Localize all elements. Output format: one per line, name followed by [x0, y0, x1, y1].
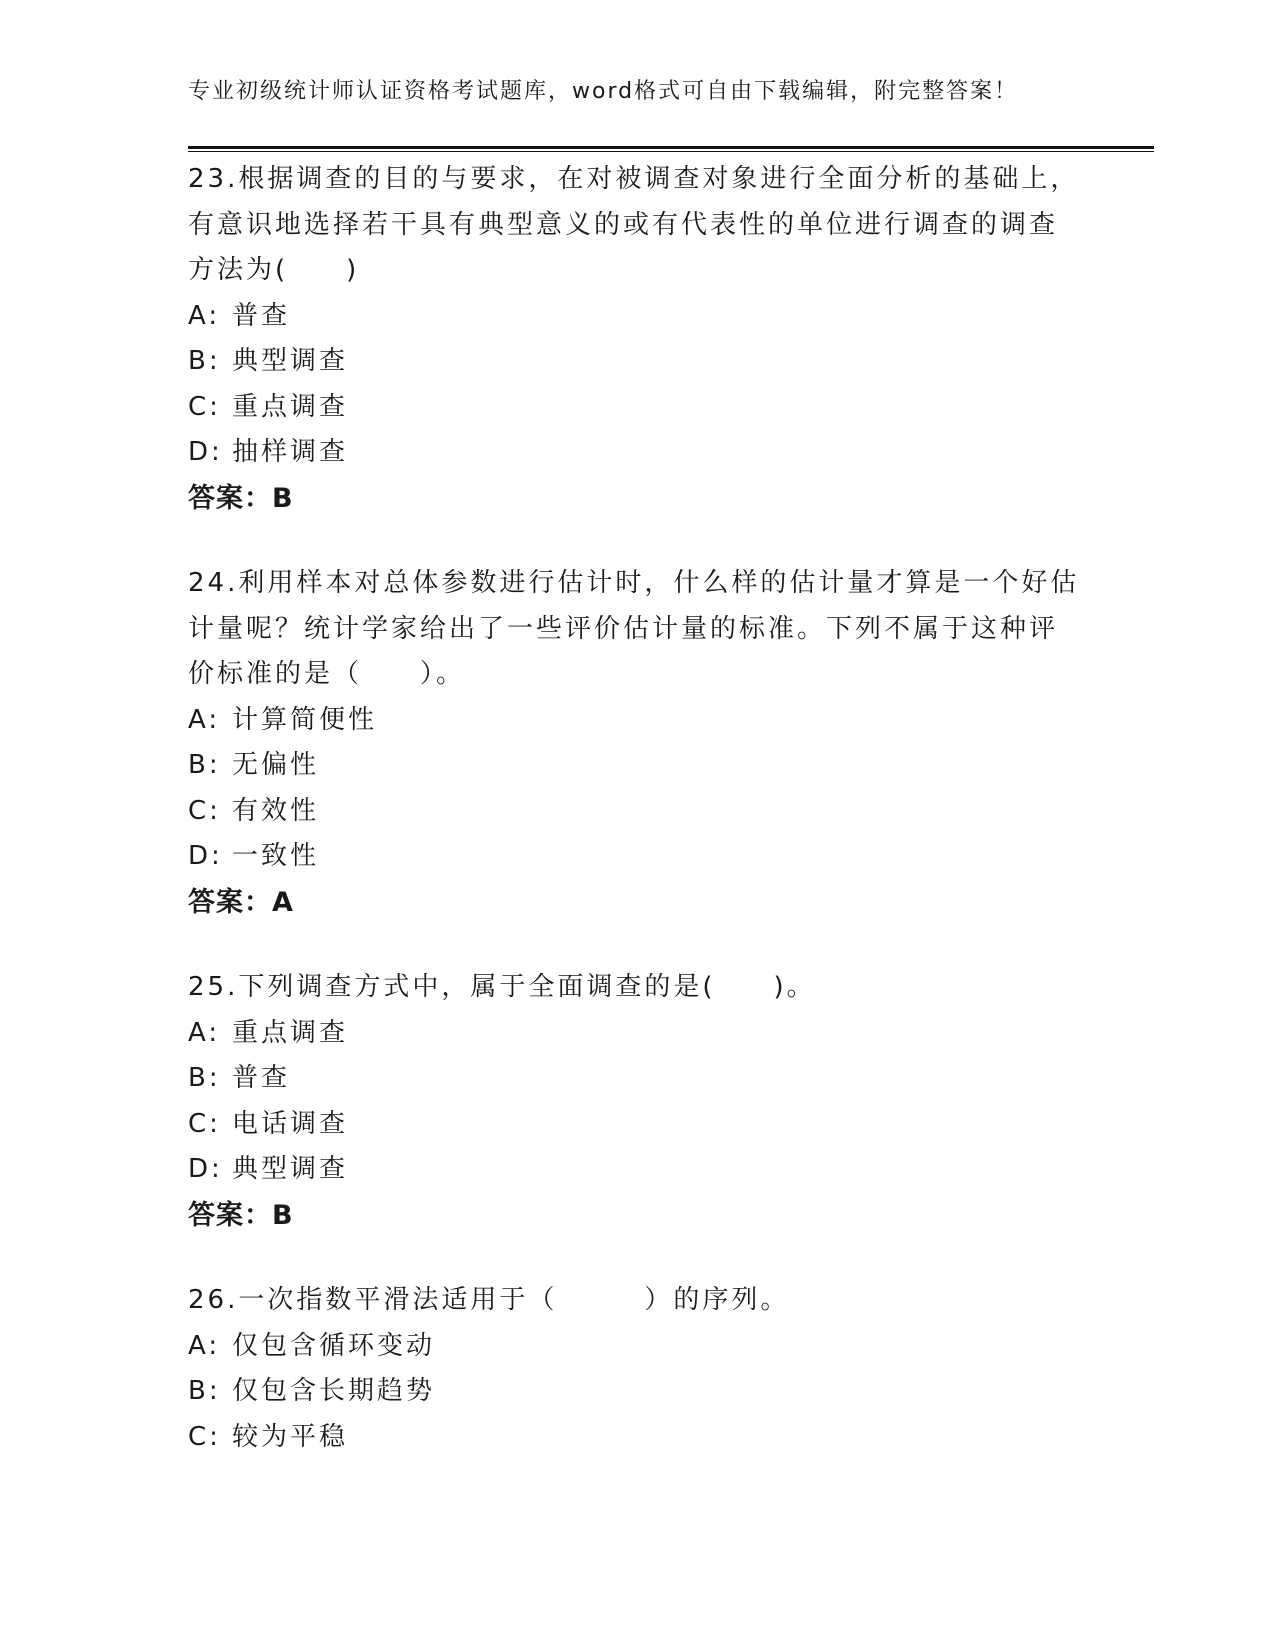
option-text: 仅包含长期趋势 — [232, 1376, 436, 1406]
option-key: B: — [188, 1376, 221, 1406]
option-key: C: — [188, 1421, 221, 1452]
option-b — [188, 743, 1088, 789]
option-c — [188, 385, 1088, 431]
option-c — [188, 1102, 1088, 1148]
question-25 — [188, 965, 1088, 1238]
option-key: B: — [188, 1063, 221, 1093]
option-key: C: — [188, 1108, 221, 1139]
question-26 — [188, 1278, 1088, 1460]
option-a — [188, 294, 1088, 340]
answer-label: 答案：B — [188, 1199, 294, 1231]
option-text: 抽样调查 — [232, 437, 349, 467]
question-text: 23.根据调查的目的与要求，在对被调查对象进行全面分析的基础上， — [188, 164, 1080, 194]
option-b — [188, 1369, 1088, 1415]
option-text: 无偏性 — [232, 750, 320, 780]
option-key: A: — [188, 1330, 221, 1361]
option-key: A: — [188, 300, 221, 331]
option-text: 仅包含循环变动 — [232, 1330, 436, 1361]
question-text: 有意识地选择若干具有典型意义的或有代表性的单位进行调查的调查 — [188, 209, 1059, 240]
option-text: 典型调查 — [232, 346, 349, 376]
header-divider — [188, 146, 1154, 152]
option-d — [188, 430, 1088, 476]
option-text: 普查 — [232, 1063, 291, 1093]
question-text: 25.下列调查方式中，属于全面调查的是( )。 — [188, 972, 816, 1002]
option-a — [188, 1011, 1088, 1057]
option-b — [188, 1056, 1088, 1102]
option-key: B: — [188, 346, 221, 376]
option-key: D: — [188, 841, 223, 871]
option-text: 普查 — [232, 300, 291, 331]
option-text: 较为平稳 — [232, 1421, 349, 1452]
option-key: D: — [188, 437, 223, 467]
question-text: 方法为( ) — [188, 255, 360, 285]
option-key: C: — [188, 795, 221, 826]
option-a — [188, 698, 1088, 744]
option-text: 重点调查 — [232, 1017, 349, 1048]
page-header: 专业初级统计师认证资格考试题库，word格式可自由下载编辑，附完整答案！ — [188, 79, 1019, 104]
option-key: A: — [188, 1017, 221, 1048]
question-text: 24.利用样本对总体参数进行估计时，什么样的估计量才算是一个好估 — [188, 568, 1080, 598]
option-key: B: — [188, 750, 221, 780]
option-a — [188, 1324, 1088, 1370]
option-c — [188, 789, 1088, 835]
option-b — [188, 339, 1088, 385]
option-key: A: — [188, 704, 221, 735]
option-text: 计算简便性 — [232, 704, 378, 735]
option-d — [188, 834, 1088, 880]
option-text: 电话调查 — [232, 1108, 349, 1139]
question-text: 26.一次指数平滑法适用于（ ）的序列。 — [188, 1285, 790, 1315]
option-text: 重点调查 — [232, 391, 349, 422]
question-list — [188, 157, 1088, 1500]
question-text: 计量呢？统计学家给出了一些评价估计量的标准。下列不属于这种评 — [188, 613, 1059, 644]
option-text: 有效性 — [232, 795, 320, 826]
option-d — [188, 1147, 1088, 1193]
question-text: 价标准的是（ ）。 — [188, 659, 466, 689]
option-text: 一致性 — [232, 841, 320, 871]
option-key: C: — [188, 391, 221, 422]
answer-label: 答案：B — [188, 482, 294, 514]
answer-label: 答案：A — [188, 886, 294, 918]
question-24 — [188, 561, 1088, 925]
option-key: D: — [188, 1154, 223, 1184]
option-text: 典型调查 — [232, 1154, 349, 1184]
question-23 — [188, 157, 1088, 521]
option-c — [188, 1415, 1088, 1461]
